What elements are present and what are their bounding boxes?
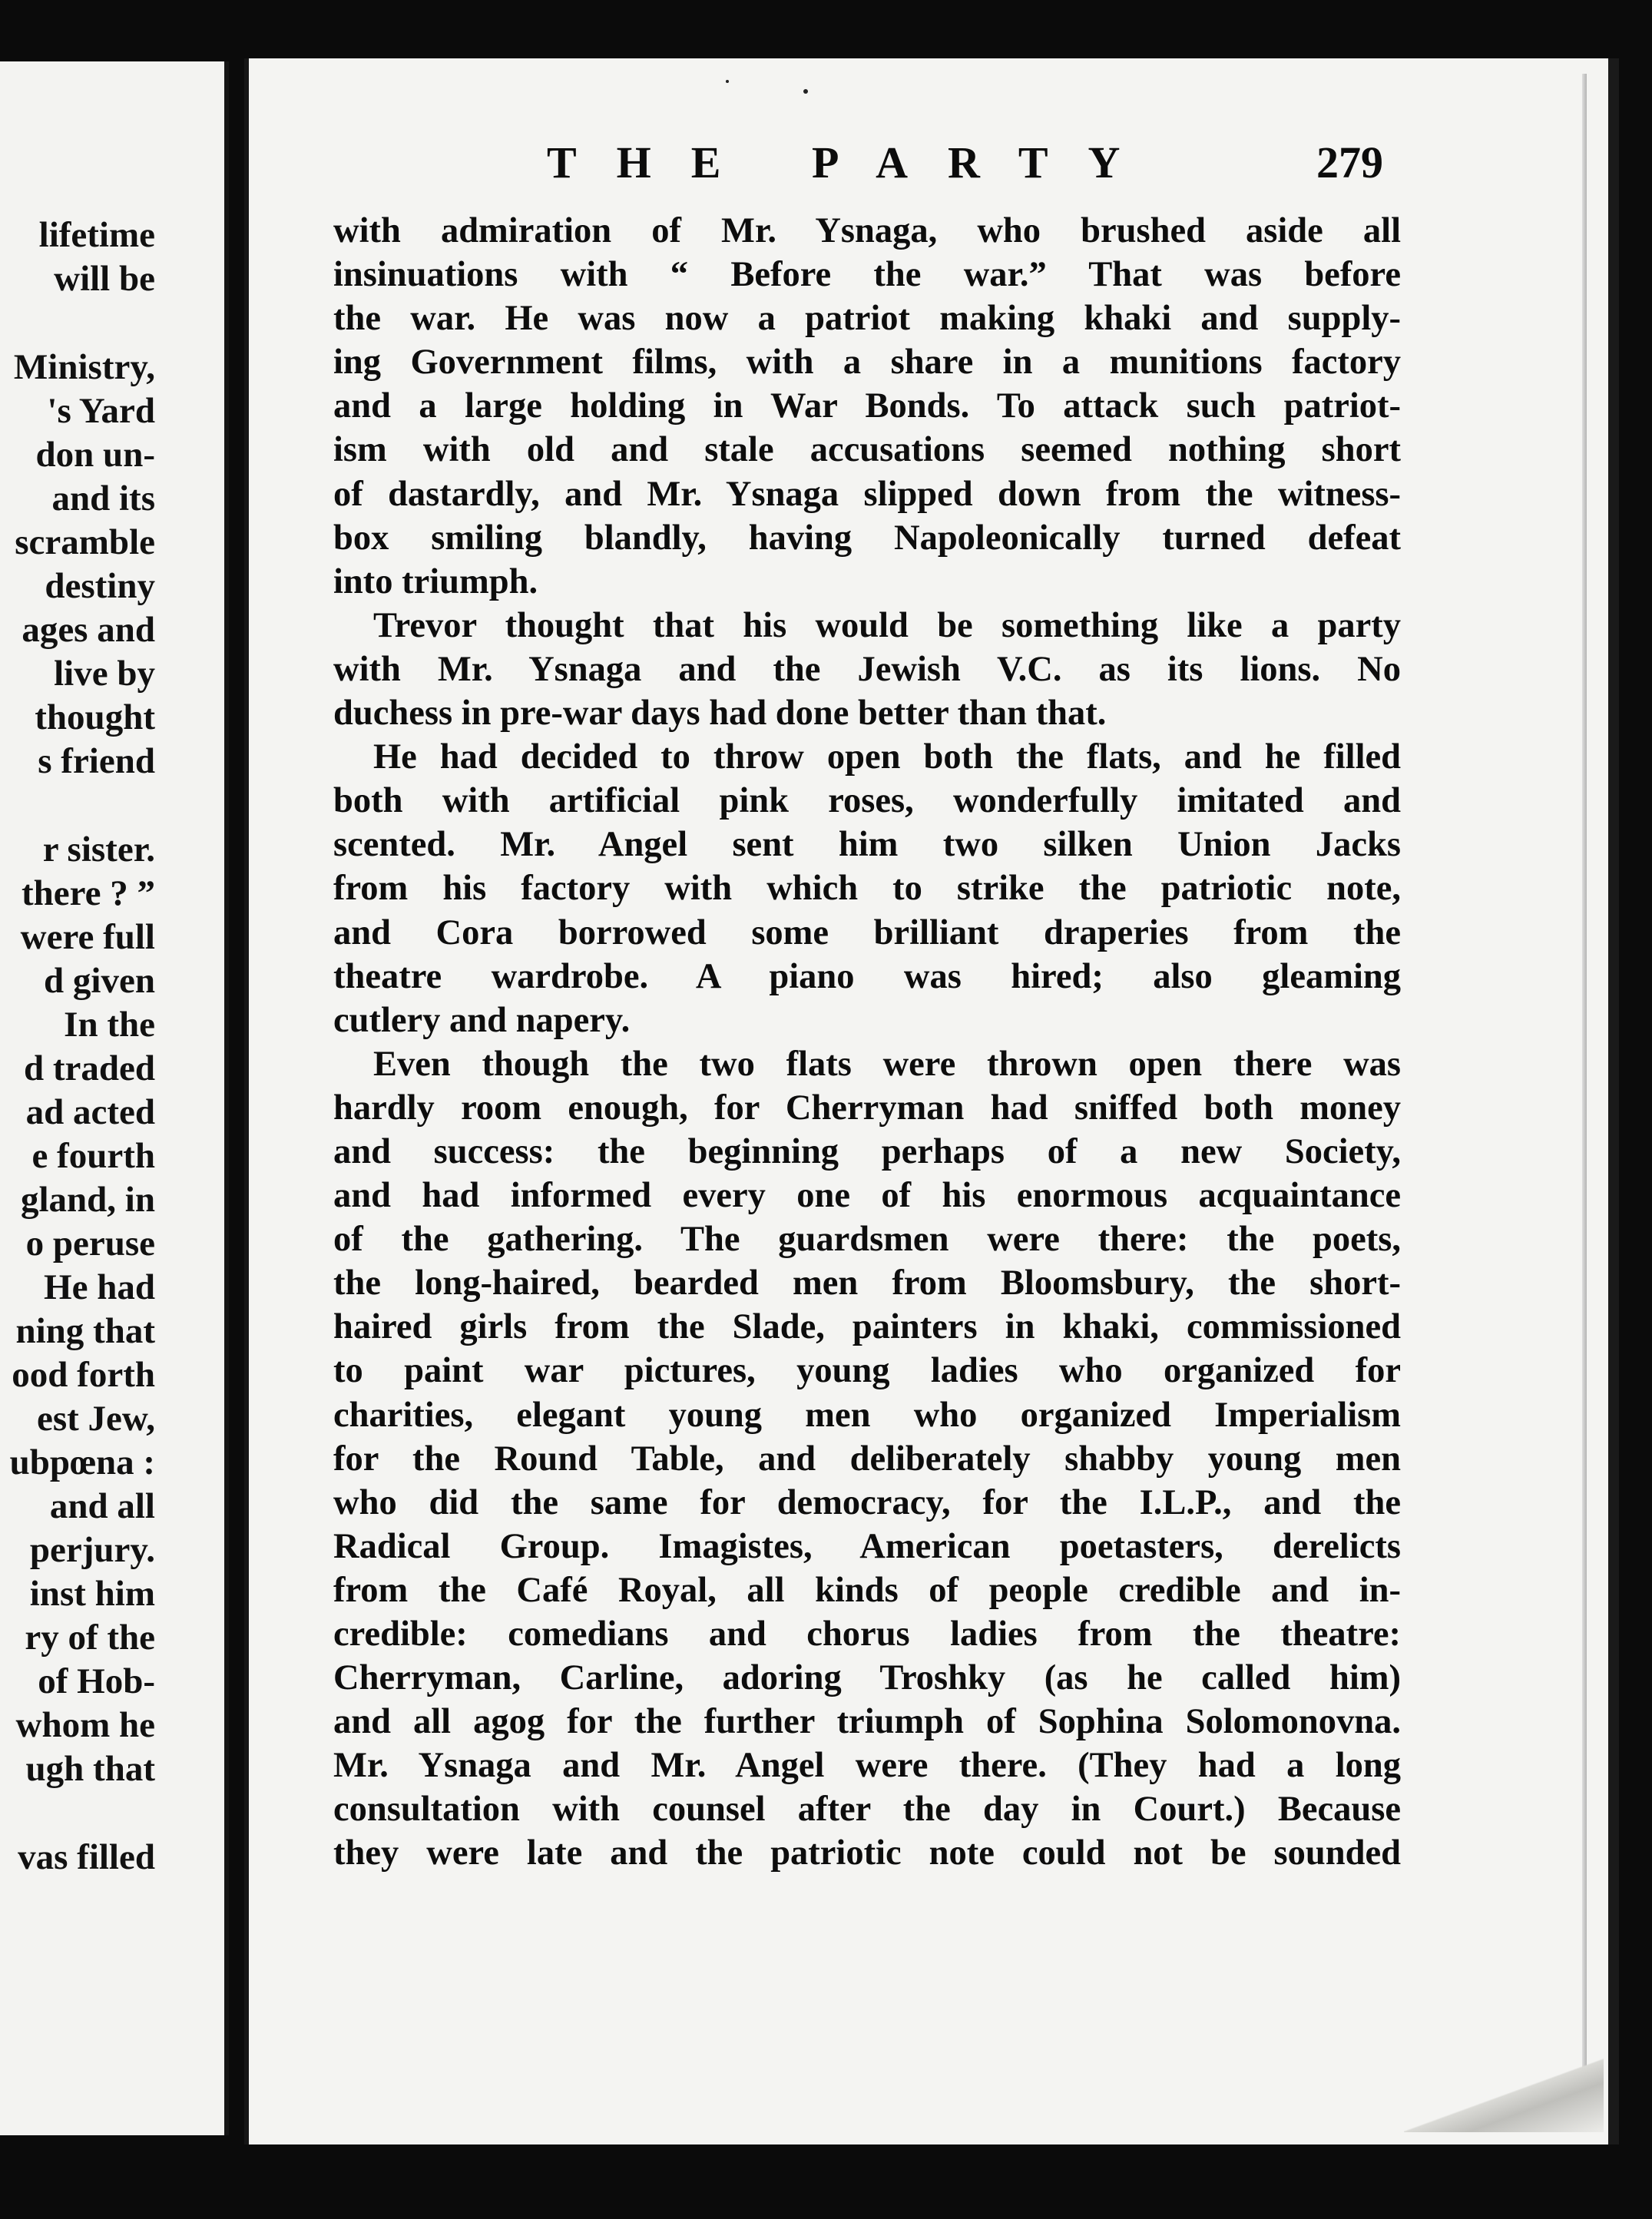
facing-page-line: inst him (29, 1574, 155, 1614)
running-title: THE PARTY (547, 137, 1160, 187)
text-line: for the Round Table, and deliberately shabby young men (333, 1439, 1401, 1479)
text-line: from the Café Royal, all kinds of people credible and in- (333, 1570, 1401, 1610)
page-header (249, 137, 1619, 198)
facing-page-line: 's Yard (47, 391, 155, 431)
facing-page-line: perjury. (29, 1530, 155, 1570)
facing-page-line: whom he (15, 1705, 155, 1745)
text-line: insinuations with “ Before the war.” That was before (333, 255, 1401, 295)
text-line: duchess in pre-war days had done better than that. (333, 694, 1107, 734)
facing-page-line (0, 301, 155, 346)
text-line: with admiration of Mr. Ysnaga, who brushed aside all (333, 211, 1401, 250)
facing-page-line: r sister. (42, 830, 155, 869)
facing-page-line: gland, in (20, 1180, 155, 1220)
text-line: credible: comedians and chorus ladies from the theatre: (333, 1615, 1401, 1654)
facing-page-line: scramble (15, 522, 155, 562)
facing-page-line: ning that (15, 1311, 155, 1351)
text-line: Cherryman, Carline, adoring Troshky (as he called him) (333, 1658, 1401, 1698)
scan-speck (803, 89, 808, 94)
facing-page-line: of Hob- (38, 1661, 155, 1701)
text-line: consultation with counsel after the day in Court.) Because (333, 1790, 1401, 1830)
text-line: of dastardly, and Mr. Ysnaga slipped down from the witness- (333, 474, 1401, 514)
text-line: with Mr. Ysnaga and the Jewish V.C. as its lions. No (333, 649, 1401, 689)
text-line: haired girls from the Slade, painters in khaki, commissioned (333, 1307, 1401, 1347)
facing-page-line: there ? ” (21, 873, 155, 913)
book-page (244, 58, 1619, 2144)
text-line: Mr. Ysnaga and Mr. Angel were there. (They had a long (333, 1746, 1401, 1786)
facing-page-line: In the (64, 1005, 155, 1045)
facing-page-line: ugh that (25, 1749, 155, 1789)
facing-page-line: lifetime (38, 215, 155, 255)
page-curl (1404, 2040, 1604, 2132)
page-number: 279 (1316, 137, 1383, 187)
facing-page-line: ubpœna : (9, 1442, 155, 1482)
text-line: box smiling blandly, having Napoleonically turned defeat (333, 518, 1401, 558)
facing-page-line: don un- (35, 435, 155, 475)
text-line: cutlery and napery. (333, 1000, 631, 1040)
text-line: they were late and the patriotic note could not be sounded (333, 1833, 1401, 1873)
facing-page-line: will be (54, 259, 155, 299)
facing-page-line: and its (51, 479, 155, 518)
facing-page-line (0, 1791, 155, 1836)
text-line: hardly room enough, for Cherryman had sniffed both money (333, 1088, 1401, 1128)
facing-page-line (0, 783, 155, 828)
facing-page-line: and all (49, 1486, 155, 1526)
text-line: scented. Mr. Angel sent him two silken Union Jacks (333, 825, 1401, 865)
facing-page-line: He had (44, 1267, 155, 1307)
text-line: the war. He was now a patriot making khaki and supply- (333, 299, 1401, 339)
page-edge-shadow (1582, 74, 1587, 2117)
facing-page-line: destiny (45, 566, 155, 606)
text-line: into triumph. (333, 561, 538, 601)
text-line: who did the same for democracy, for the I.L.P., and the (333, 1482, 1401, 1522)
facing-page-line: d traded (23, 1048, 155, 1088)
facing-page-line: ry of the (25, 1618, 155, 1658)
facing-page-line: s friend (38, 741, 155, 781)
facing-page-line: ad acted (25, 1092, 155, 1132)
text-line: from his factory with which to strike the patriotic note, (333, 869, 1401, 909)
facing-page-line: d given (44, 961, 155, 1001)
facing-page-line: vas filled (18, 1837, 155, 1877)
text-line: theatre wardrobe. A piano was hired; also gleaming (333, 956, 1401, 996)
facing-page-line: o peruse (25, 1224, 155, 1264)
text-line: both with artificial pink roses, wonderfully imitated and (333, 781, 1401, 821)
facing-page-line: were full (20, 917, 155, 957)
scan-speck (726, 80, 729, 83)
text-line: ism with old and stale accusations seemed nothing short (333, 430, 1401, 470)
text-line: and success: the beginning perhaps of a new Society, (333, 1131, 1401, 1171)
text-line: ing Government films, with a share in a munitions factory (333, 343, 1401, 383)
text-line: He had decided to throw open both the flats, and he filled (373, 737, 1401, 777)
text-line: Trevor thought that his would be something like a party (373, 605, 1401, 645)
text-line: and a large holding in War Bonds. To attack such patriot- (333, 386, 1401, 426)
text-line: Radical Group. Imagistes, American poetasters, derelicts (333, 1526, 1401, 1566)
facing-page-line: est Jew, (36, 1399, 155, 1439)
facing-page-left (0, 61, 229, 2135)
text-line: of the gathering. The guardsmen were there: the poets, (333, 1220, 1401, 1260)
facing-page-line: live by (54, 654, 155, 694)
text-line: charities, elegant young men who organized Imperialism (333, 1395, 1401, 1435)
page-body-text (333, 209, 1401, 1876)
facing-page-line: ages and (22, 610, 155, 650)
facing-page-text (0, 214, 155, 1880)
text-line: Even though the two flats were thrown open there was (373, 1044, 1401, 1084)
facing-page-line: ood forth (12, 1355, 155, 1395)
facing-page-line: thought (35, 697, 155, 737)
text-line: and all agog for the further triumph of Sophina Solomonovna. (333, 1702, 1401, 1742)
text-line: to paint war pictures, young ladies who organized for (333, 1351, 1401, 1391)
text-line: and Cora borrowed some brilliant draperies from the (333, 912, 1401, 952)
facing-page-line: Ministry, (13, 347, 155, 387)
text-line: the long-haired, bearded men from Bloomsbury, the short- (333, 1264, 1401, 1303)
facing-page-line: e fourth (31, 1136, 155, 1176)
text-line: and had informed every one of his enormous acquaintance (333, 1176, 1401, 1216)
